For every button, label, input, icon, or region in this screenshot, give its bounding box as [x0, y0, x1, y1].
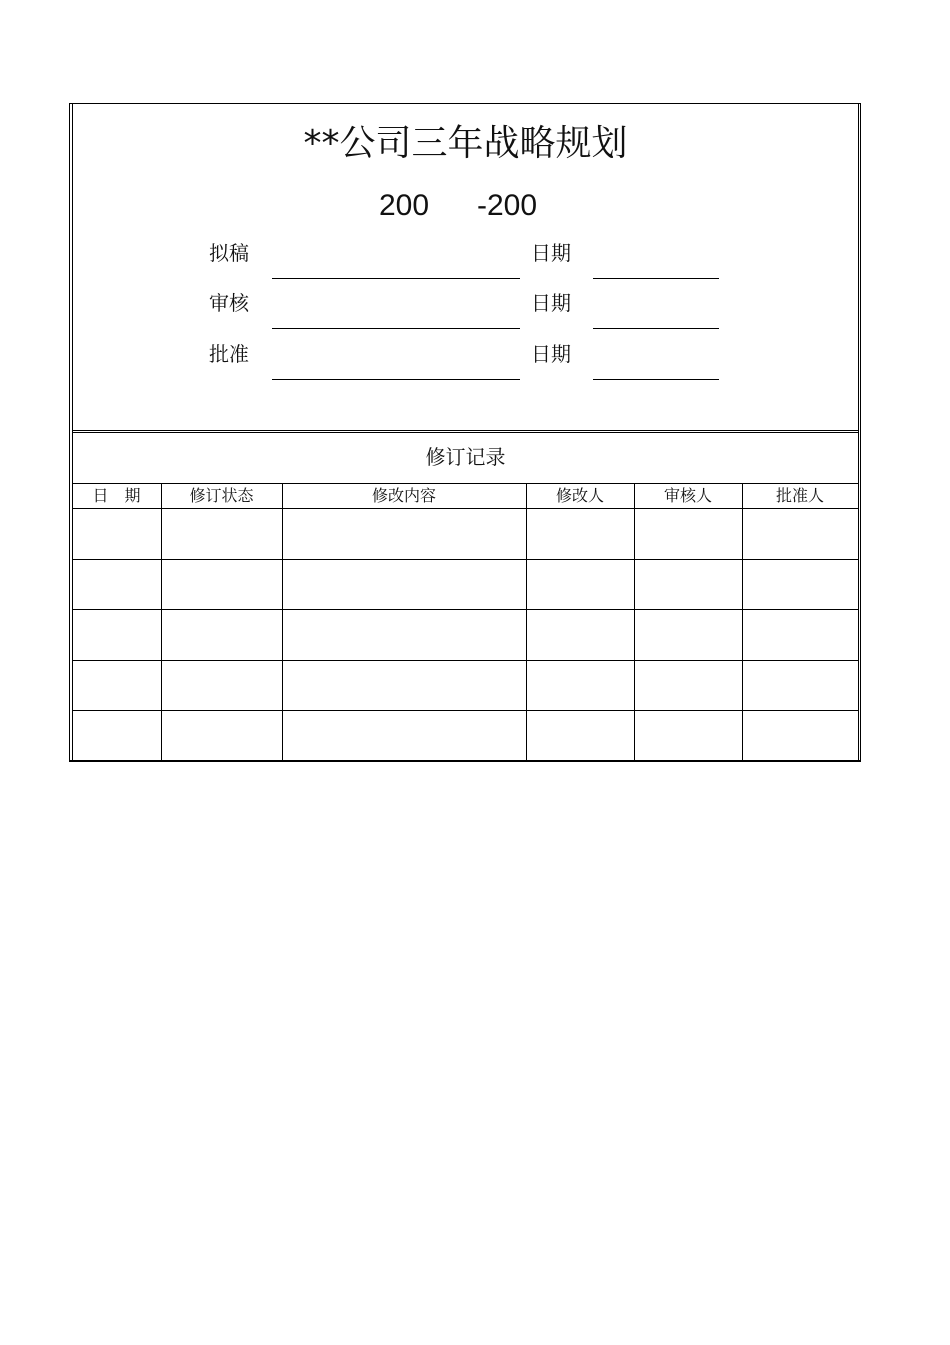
table-cell[interactable] [526, 660, 634, 711]
table-cell[interactable] [742, 710, 858, 761]
drafter-label: 拟稿 [209, 241, 249, 265]
reviewer-date-label: 日期 [531, 291, 571, 315]
column-header: 修改人 [555, 486, 604, 505]
table-cell[interactable] [634, 609, 742, 660]
reviewer-signature-line[interactable] [272, 328, 520, 329]
approver-date-label: 日期 [531, 342, 571, 366]
column-header: 修改内容 [371, 486, 436, 505]
table-cell[interactable] [634, 559, 742, 610]
table-cell[interactable] [161, 559, 282, 610]
drafter-signature-line[interactable] [272, 278, 520, 279]
table-cell[interactable] [161, 508, 282, 559]
table-cell[interactable] [634, 710, 742, 761]
table-cell[interactable] [526, 710, 634, 761]
table-cell[interactable] [526, 609, 634, 660]
year-end: -200 [477, 189, 538, 222]
table-cell[interactable] [742, 508, 858, 559]
section-divider [72, 430, 859, 433]
table-cell[interactable] [634, 508, 742, 559]
approver-signature-line[interactable] [272, 379, 520, 380]
table-cell[interactable] [72, 559, 161, 610]
drafter-date-line[interactable] [593, 278, 719, 279]
table-cell[interactable] [742, 559, 858, 610]
table-cell[interactable] [742, 660, 858, 711]
column-header: 批准人 [775, 486, 824, 505]
table-cell[interactable] [282, 508, 526, 559]
revision-record-title: 修订记录 [425, 445, 506, 469]
table-cell[interactable] [282, 710, 526, 761]
table-cell[interactable] [72, 609, 161, 660]
table-cell[interactable] [161, 609, 282, 660]
table-cell[interactable] [161, 710, 282, 761]
year-start: 200 [379, 189, 430, 222]
column-header: 审核人 [663, 486, 712, 505]
table-cell[interactable] [526, 508, 634, 559]
table-cell[interactable] [634, 660, 742, 711]
approver-label: 批准 [209, 342, 249, 366]
table-cell[interactable] [72, 710, 161, 761]
approver-date-line[interactable] [593, 379, 719, 380]
table-cell[interactable] [72, 660, 161, 711]
table-cell[interactable] [742, 609, 858, 660]
reviewer-date-line[interactable] [593, 328, 719, 329]
table-cell[interactable] [282, 559, 526, 610]
document-title: **公司三年战略规划 [303, 123, 628, 164]
table-cell[interactable] [282, 660, 526, 711]
table-cell[interactable] [282, 609, 526, 660]
table-cell[interactable] [526, 559, 634, 610]
column-header: 修订状态 [189, 486, 254, 505]
column-header: 日 期 [92, 486, 141, 505]
reviewer-label: 审核 [209, 291, 249, 315]
drafter-date-label: 日期 [531, 241, 571, 265]
table-cell[interactable] [161, 660, 282, 711]
table-cell[interactable] [72, 508, 161, 559]
